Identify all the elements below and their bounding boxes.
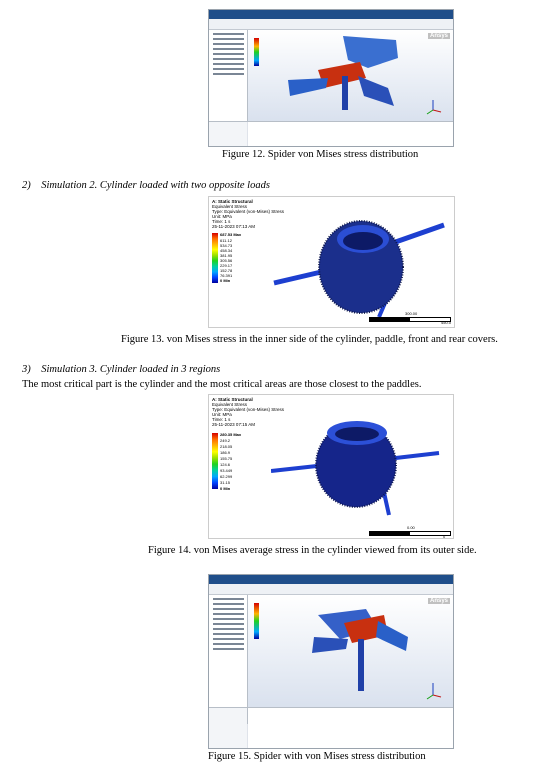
ansys-logo: Ansys [429, 598, 448, 604]
ansys-toolbar [209, 584, 453, 595]
legend-value: 229.17 [220, 263, 233, 268]
spider-shaft [358, 639, 364, 691]
ansys-logo: Ansys [429, 33, 448, 39]
legend-value: 76.391 [220, 273, 233, 278]
figure-13-caption: Figure 13. von Mises stress in the inner side of the cylinder, paddle, front and rear covers. [121, 334, 498, 345]
legend-line: Equivalent Stress [212, 204, 248, 209]
ansys-toolbar [209, 19, 453, 30]
legend-value: 249.2 [220, 438, 231, 443]
cylinder-outer-svg [271, 409, 441, 519]
scale-label: 0.00 [407, 525, 415, 530]
cylinder-inner [335, 427, 379, 441]
ansys-ribbon [209, 10, 453, 19]
details-panel [209, 707, 247, 748]
axis-triad [427, 683, 441, 699]
legend-line: A: Static Structural [212, 199, 253, 204]
scale-bar [369, 531, 451, 536]
legend-max: 280.35 Max [220, 432, 242, 437]
section-3-heading: 3) Simulation 3. Cylinder loaded in 3 regions [22, 364, 221, 375]
graph-panel [248, 707, 453, 748]
ansys-ribbon [209, 575, 453, 584]
legend-line: 25-11-2023 07:15 AM [212, 422, 255, 427]
legend-value: 305.56 [220, 258, 233, 263]
legend-line: 25-11-2023 07:13 AM [212, 224, 255, 229]
outline-tree [209, 30, 248, 122]
spider-arm-right [376, 621, 408, 651]
section-3-body: The most critical part is the cylinder and the most critical areas are those closest to the paddles. [22, 379, 422, 390]
legend-colorbar [254, 603, 259, 639]
details-panel [209, 121, 247, 146]
spider-shaft [342, 76, 348, 110]
figure-14-caption: Figure 14. von Mises average stress in the cylinder viewed from its outer side. [148, 545, 477, 556]
spider-arm-right [358, 76, 394, 106]
axis-triad [427, 100, 441, 114]
legend-value: 534.73 [220, 243, 233, 248]
spider-model-svg [248, 595, 453, 707]
legend-value: 152.78 [220, 268, 233, 273]
scale-label: 300.00 [405, 311, 418, 316]
legend-value: 31.15 [220, 480, 231, 485]
legend-value: 218.05 [220, 444, 233, 449]
spider-arm-left [288, 78, 328, 96]
figure-13-colorbar [212, 233, 218, 283]
model-viewport [248, 595, 453, 708]
legend-value: 611.12 [220, 238, 232, 243]
legend-line: Type: Equivalent (von-Mises) Stress [212, 407, 285, 412]
cylinder-inner [343, 232, 383, 250]
legend-line: Unit: MPa [212, 412, 232, 417]
legend-value: 186.9 [220, 450, 231, 455]
figure-14-colorbar [212, 433, 218, 489]
figure-15-screenshot [208, 574, 454, 749]
spider-model-svg [248, 30, 453, 120]
legend-line: Unit: MPa [212, 214, 232, 219]
model-viewport [248, 30, 453, 122]
spider-arm-top [343, 36, 398, 68]
figure-12-caption: Figure 12. Spider von Mises stress distribution [222, 149, 419, 160]
figure-13-image [208, 196, 455, 328]
scale-bar [369, 317, 451, 322]
legend-min: 0 Min [220, 278, 231, 283]
legend-value: 93.449 [220, 468, 233, 473]
legend-max: 687.53 Max [220, 232, 242, 237]
legend-value: 62.299 [220, 474, 233, 479]
legend-colorbar [254, 38, 259, 66]
outline-tree [209, 595, 248, 724]
legend-line: Time: 1 s [212, 417, 231, 422]
figure-12-screenshot [208, 9, 454, 147]
legend-line: Time: 1 s [212, 219, 231, 224]
legend-value: 155.75 [220, 456, 233, 461]
legend-value: 381.95 [220, 253, 233, 258]
figure-15-caption: Figure 15. Spider with von Mises stress distribution [208, 751, 426, 762]
spider-arm-left [312, 637, 348, 653]
legend-line: A: Static Structural [212, 397, 253, 402]
legend-line: Equivalent Stress [212, 402, 248, 407]
legend-min: 0 Min [220, 486, 231, 491]
legend-value: 458.34 [220, 248, 233, 253]
legend-line: Type: Equivalent (von-Mises) Stress [212, 209, 285, 214]
section-2-heading: 2) Simulation 2. Cylinder loaded with two opposite loads [22, 180, 270, 191]
figure-14-image [208, 394, 454, 539]
legend-value: 124.6 [220, 462, 231, 467]
scale-label: 0 [443, 534, 446, 539]
graph-panel [248, 121, 453, 146]
scale-label: 450.0 [441, 320, 452, 325]
